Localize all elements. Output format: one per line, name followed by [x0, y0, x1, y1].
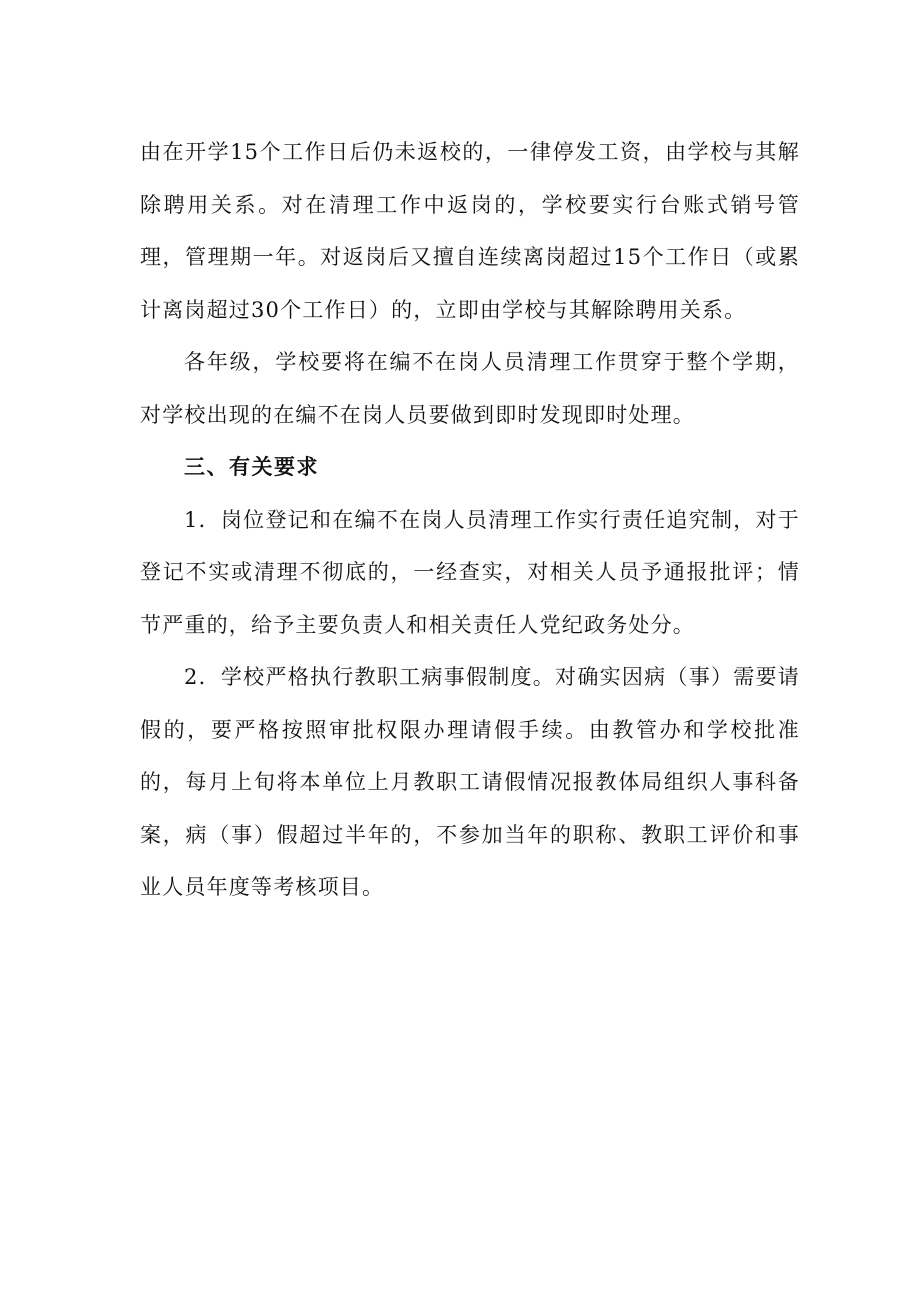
section-heading: 三、有关要求: [184, 455, 319, 479]
requirement-item-1: 1．岗位登记和在编不在岗人员清理工作实行责任追究制，对于登记不实或清理不彻底的，一经查实，对相关人员予通报批评；情节严重的，给予主要负责人和相关责任人党纪政务处分。: [140, 507, 800, 637]
paragraph-continuation: 由在开学15个工作日后仍未返校的，一律停发工资，由学校与其解除聘用关系。对在清理工作中返岗的，学校要实行台账式销号管理，管理期一年。对返岗后又擅自连续离岗超过15个工作日（或累计离岗超过30个工作日）的，立即由学校与其解除聘用关系。: [140, 140, 800, 322]
requirement-item-2: 2．学校严格执行教职工病事假制度。对确实因病（事）需要请假的，要严格按照审批权限办理请假手续。由教管办和学校批准的，每月上旬将本单位上月教职工请假情况报教体局组织人事科备案，病（事）假超过半年的，不参加当年的职称、教职工评价和事业人员年度等考核项目。: [140, 665, 800, 899]
paragraph-grade-cleanup: 各年级，学校要将在编不在岗人员清理工作贯穿于整个学期，对学校出现的在编不在岗人员要做到即时发现即时处理。: [140, 350, 800, 427]
document-body: [140, 126, 800, 914]
